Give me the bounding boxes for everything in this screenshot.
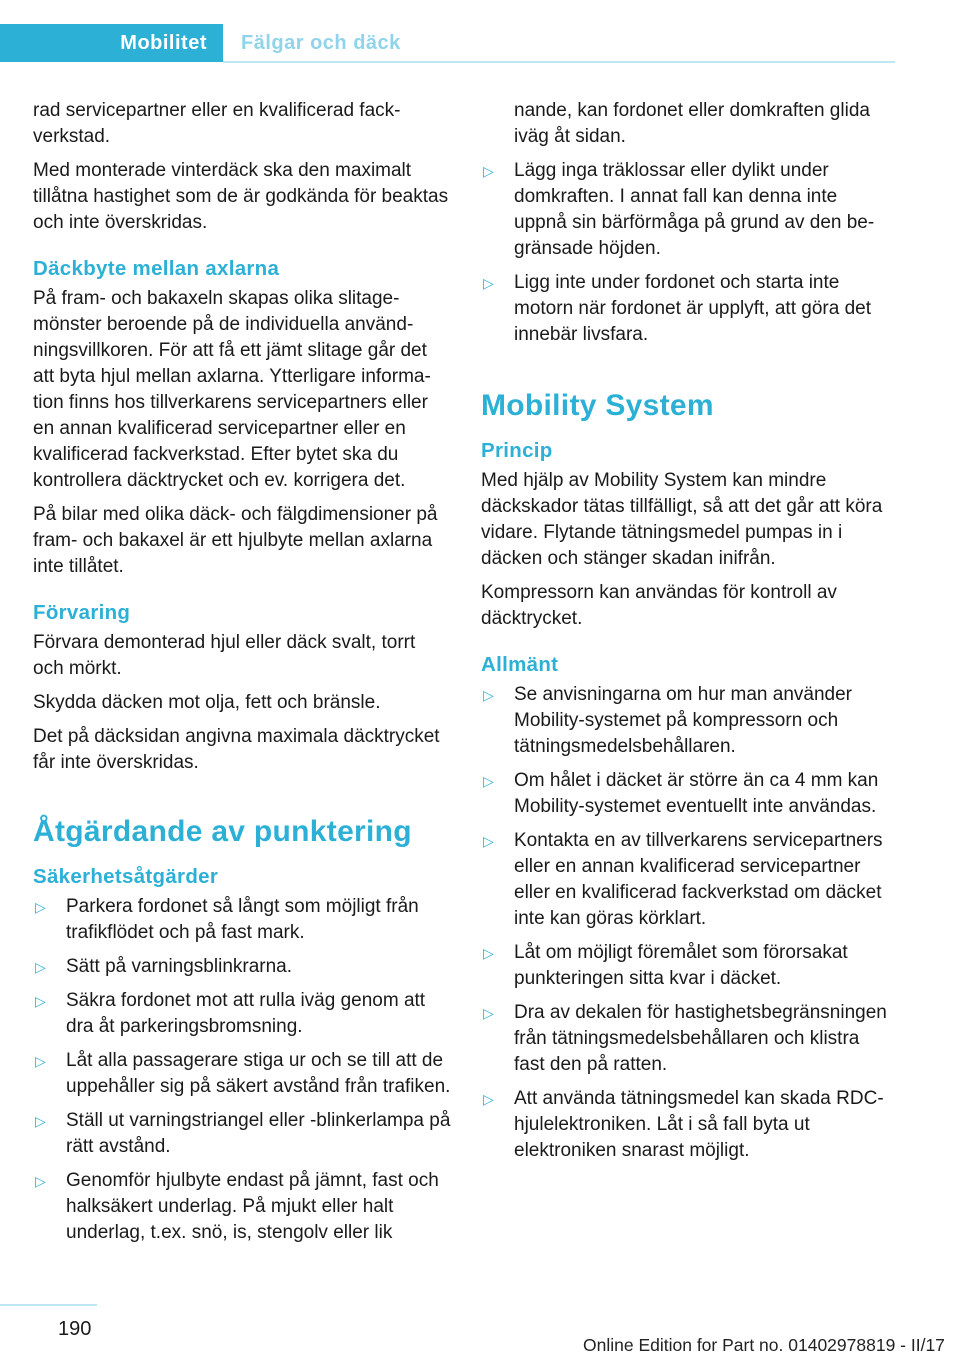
heading-general: Allmänt: [481, 653, 559, 676]
paragraph: Med monterade vinterdäck ska den maximalt tillåtna hastighet som de är godkända för beaktas och inte överskridas.: [33, 160, 449, 233]
paragraph: rad servicepartner eller en kvalificerad fackverkstad.: [33, 100, 401, 147]
paragraph: På fram- och bakaxeln skapas olika slitagemönster beroende på de individuella användningsvillkoren. För att få ett jämt slitage går det att byta hjul mellan axlarna. Ytterligare information finns hos tillverkarens servicepartners eller en annan kvalificerad servicepartner eller en kvalificerad fackverkstad. Efter bytet ska du kontrollera däcktrycket och ev. korrigera det.: [33, 288, 431, 491]
general-list: [481, 682, 895, 1164]
list-item-text: Ställ ut varningstriangel eller -blinkerlampa på rätt avstånd.: [66, 1110, 451, 1157]
list-item-text: Lägg inga träklossar eller dylikt under domkraften. I annat fall kan denna inte uppnå sin bärförmåga på grund av den begränsade höjden.: [514, 160, 875, 259]
paragraph: Skydda däcken mot olja, fett och bränsle.: [33, 692, 381, 713]
heading-storage: Förvaring: [33, 601, 131, 624]
list-item-text: Parkera fordonet så långt som möjligt från trafikflödet och på fast mark.: [66, 896, 419, 943]
paragraph: Förvara demonterad hjul eller däck svalt, torrt och mörkt.: [33, 632, 416, 679]
page-number: 190: [58, 1318, 92, 1340]
bullet-triangle-icon: ▷: [483, 945, 494, 961]
list-item: [33, 1048, 451, 1100]
page-header: [0, 0, 960, 62]
list-item: [481, 1000, 895, 1078]
paragraph: Med hjälp av Mobility System kan mindre däckskador tätas tillfälligt, så att det går att köra vidare. Flytande tätningsmedel pumpas in i däcken och stänger skadan inifrån.: [481, 470, 883, 569]
bullet-triangle-icon: ▷: [483, 773, 494, 789]
bullet-triangle-icon: ▷: [483, 163, 494, 179]
heading-axle-swap: Däckbyte mellan axlarna: [33, 257, 280, 280]
list-item-text: Se anvisningarna om hur man använder Mobility-systemet på kompressorn och tätningsmedelsbehållaren.: [514, 684, 852, 757]
list-item: [481, 682, 895, 760]
left-column: [33, 98, 451, 1254]
list-item: [481, 828, 895, 932]
list-item: [481, 158, 895, 262]
bullet-triangle-icon: ▷: [483, 687, 494, 703]
jack-safety-list: [481, 158, 895, 348]
list-item: [33, 954, 451, 980]
header-divider: [223, 61, 895, 63]
bullet-triangle-icon: ▷: [483, 1091, 494, 1107]
heading-mobility-system: Mobility System: [481, 389, 714, 422]
list-item: [33, 894, 451, 946]
safety-list: [33, 894, 451, 1246]
heading-puncture-repair: Åtgärdande av punktering: [33, 815, 412, 848]
list-item-text: Säkra fordonet mot att rulla iväg genom att dra åt parkeringsbromsning.: [66, 990, 426, 1037]
list-item-text: Om hålet i däcket är större än ca 4 mm kan Mobility-systemet eventuellt inte användas.: [514, 770, 879, 817]
list-item-text: Låt alla passagerare stiga ur och se till att de uppehåller sig på säkert avstånd från trafiken.: [66, 1050, 451, 1097]
edition-note: Online Edition for Part no. 01402978819 - II/17: [583, 1335, 945, 1355]
list-item: [481, 270, 895, 348]
bullet-triangle-icon: ▷: [483, 833, 494, 849]
list-item-text: Kontakta en av tillverkarens servicepartners eller en annan kvalificerad servicepartner eller en kvalificerad fackverkstad om däcket inte kan göras körklart.: [514, 830, 883, 929]
list-item-text: Genomför hjulbyte endast på jämnt, fast och halksäkert underlag. På mjukt eller halt underlag, t.ex. snö, is, stengolv eller lik: [66, 1170, 439, 1243]
subsection-tab: Fälgar och däck: [241, 31, 401, 54]
bullet-triangle-icon: ▷: [35, 959, 46, 975]
heading-safety-measures: Säkerhetsåtgärder: [33, 865, 219, 888]
bullet-triangle-icon: ▷: [35, 899, 46, 915]
list-item: [481, 1086, 895, 1164]
bullet-triangle-icon: ▷: [483, 1005, 494, 1021]
bullet-triangle-icon: ▷: [35, 1173, 46, 1189]
list-item: [33, 1108, 451, 1160]
paragraph: Kompressorn kan användas för kontroll av däcktrycket.: [481, 582, 837, 629]
list-item: [481, 768, 895, 820]
list-item: [481, 940, 895, 992]
paragraph: På bilar med olika däck- och fälgdimensioner på fram- och bakaxel är ett hjulbyte mellan axlarna inte tillåtet.: [33, 504, 438, 577]
list-item-text: Låt om möjligt föremålet som förorsakat punkteringen sitta kvar i däcket.: [514, 942, 848, 989]
list-item: [33, 988, 451, 1040]
bullet-triangle-icon: ▷: [35, 1053, 46, 1069]
bullet-triangle-icon: ▷: [35, 1113, 46, 1129]
footer-divider: [0, 1304, 97, 1306]
section-tab: Mobilitet: [0, 24, 223, 62]
list-item-text: Att använda tätningsmedel kan skada RDC-hjulelektroniken. Låt i så fall byta ut elektroniken snarast möjligt.: [514, 1088, 884, 1161]
paragraph: Det på däcksidan angivna maximala däcktrycket får inte överskridas.: [33, 726, 440, 773]
list-item-text: Sätt på varningsblinkrarna.: [66, 956, 293, 977]
list-item-continuation: nande, kan fordonet eller domkraften glida iväg åt sidan.: [514, 100, 870, 147]
bullet-triangle-icon: ▷: [483, 275, 494, 291]
bullet-triangle-icon: ▷: [35, 993, 46, 1009]
right-column: [481, 98, 895, 1172]
heading-principle: Princip: [481, 439, 553, 462]
list-item-text: Ligg inte under fordonet och starta inte motorn när fordonet är upplyft, att göra det innebär livsfara.: [514, 272, 871, 345]
list-item-text: Dra av dekalen för hastighetsbegränsningen från tätningsmedelsbehållaren och klistra fast den på ratten.: [514, 1002, 887, 1075]
list-item: [33, 1168, 451, 1246]
